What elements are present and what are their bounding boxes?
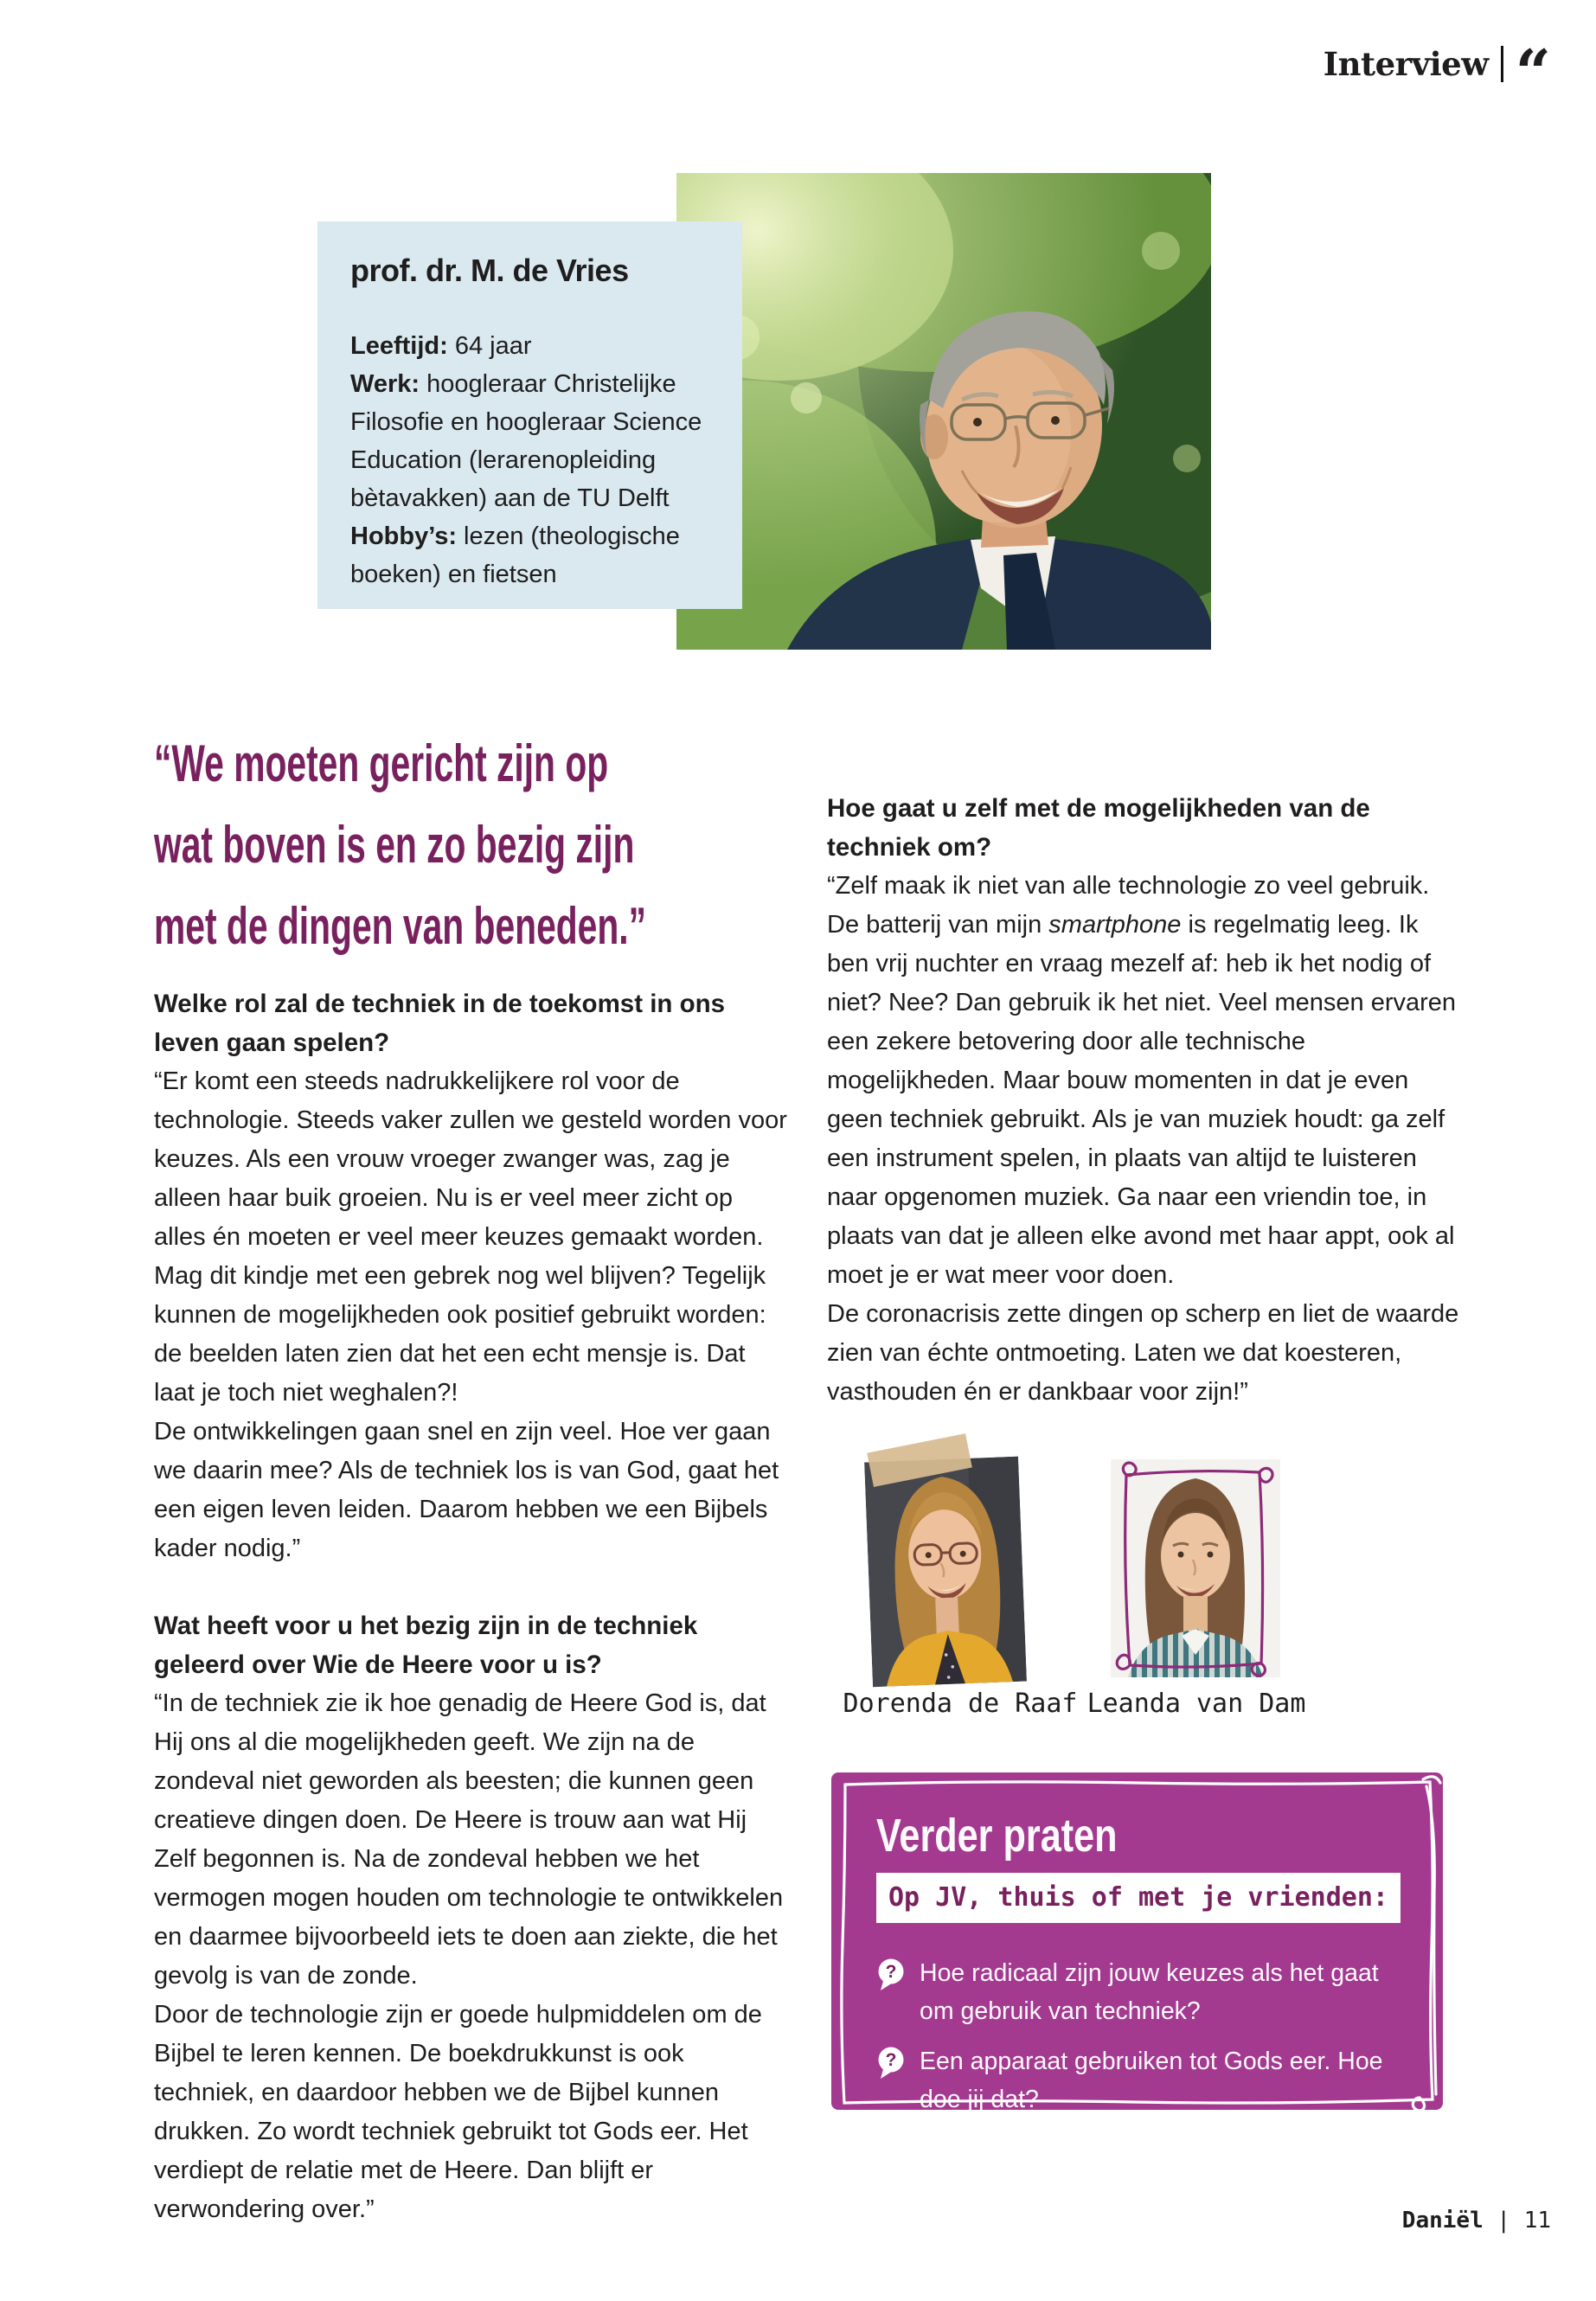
question-bubble-icon: [876, 2047, 906, 2080]
discussion-box-title: Verder praten: [876, 1810, 1118, 1862]
interviewee-photo-art: [676, 173, 1211, 650]
discussion-question: [876, 2042, 1400, 2118]
article-right-column: [827, 789, 1465, 1412]
answer-text: is regelmatig leeg. Ik ben vrij nuchter en vraag mezelf af: heb ik het nodig of niet? Nee? Dan gebruik ik het niet. Veel mensen ervaren een zekere betovering door alle technische mogelijkheden. Maar bouw momenten in dat je even geen techniek gebruikt. Als je van muziek houdt: ga zelf een instrument spelen, in plaats van altijd te luisteren naar opgenomen muziek. Ga naar een vriendin toe, in plaats van dat je alleen elke avond met haar appt, ook al moet je er wat meer voor doen.: [827, 911, 1457, 1289]
double-quote-icon: “: [1515, 35, 1551, 109]
question-heading-1: Welke rol zal de techniek in de toekomst in ons leven gaan spelen?: [154, 990, 726, 1057]
answer-paragraph: De coronacrisis zette dingen op scherp en liet de waarde zien van échte ontmoeting. Laten we dat koesteren, vasthouden én er dankbaar voor zijn!”: [827, 1300, 1459, 1406]
section-title: Interview: [1323, 45, 1489, 83]
answer-paragraph: “In de techniek zie ik hoe genadig de Heere God is, dat Hij ons al die mogelijkheden geeft. We zijn na de zondeval niet geworden als beesten; die kunnen geen creatieve dingen doen. De Heere is trouw aan wat Hij Zelf begonnen is. Na de zondeval hebben we het vermogen mogen houden om technologie te ontwikkelen en daarmee bijvoorbeeld iets te doen aan ziekte, die het gevolg is van de zonde.: [154, 1689, 784, 1990]
interviewee-photo: [676, 173, 1211, 650]
question-heading-2: Wat heeft voor u het bezig zijn in de techniek geleerd over Wie de Heere voor u is?: [154, 1612, 698, 1679]
profile-name: prof. dr. M. de Vries: [350, 253, 629, 288]
discussion-question-text: Een apparaat gebruiken tot Gods eer. Hoe doe jij dat?: [920, 2048, 1383, 2113]
answer-paragraph: Door de technologie zijn er goede hulpmiddelen om de Bijbel te leren kennen. De boekdrukkunst is ook techniek, en daardoor hebben we de Bijbel kunnen drukken. Zo wordt techniek gebruikt tot Gods eer. Het verdiept de relatie met de Heere. Dan blijft er verwondering over.”: [154, 2001, 762, 2223]
profile-field-hobbies-label: Hobby’s:: [350, 522, 457, 550]
profile-field-age-label: Leeftijd:: [350, 332, 448, 360]
answer-paragraph: “Er komt een steeds nadrukkelijkere rol voor de technologie. Steeds vaker zullen we gesteld worden voor keuzes. Als een vrouw vroeger zwanger was, zag je alleen haar buik groeien. Nu is er veel meer zicht op alles én moeten er veel meer keuzes gemaakt worden. Mag dit kindje met een gebrek nog wel blijven? Tegelijk kunnen de mogelijkheden ook positief gebruikt worden: de beelden laten zien dat het een echt mensje is. Dat laat je toch niet weghalen?!: [154, 1067, 787, 1407]
profile-field-age-value: 64 jaar: [454, 332, 532, 360]
discussion-box-subtitle: Op JV, thuis of met je vrienden:: [876, 1873, 1401, 1923]
editor-name-dorenda: Dorenda de Raaf: [843, 1689, 1078, 1719]
profile-field-hobbies-value: lezen (theologische boeken) en fietsen: [350, 522, 680, 588]
discussion-question-text: Hoe radicaal zijn jouw keuzes als het gaat om gebruik van techniek?: [920, 1959, 1379, 2025]
answer-text-italic: smartphone: [1048, 911, 1182, 939]
answer-paragraph: De ontwikkelingen gaan snel en zijn veel. Hoe ver gaan we daarin mee? Als de techniek los is van God, gaat het een eigen leven leiden. Daarom hebben we een Bijbels kader nodig.”: [154, 1418, 779, 1562]
question-mark-glyph: ?: [885, 2050, 897, 2070]
pull-quote-line: met de dingen van beneden.”: [154, 897, 647, 955]
question-heading-3: Hoe gaat u zelf met de mogelijkheden van de techniek om?: [827, 794, 1370, 862]
pull-quote-line: “We moeten gericht zijn op: [154, 734, 609, 792]
discussion-box: [831, 1772, 1443, 2113]
pull-quote-line: wat boven is en zo bezig zijn: [154, 816, 635, 874]
editor-photo-leanda: [1111, 1459, 1280, 1677]
page-footer: [1402, 2208, 1551, 2234]
page-header: [1323, 35, 1551, 109]
magazine-name: Daniël: [1401, 2208, 1484, 2234]
profile-field-age: [350, 327, 709, 365]
footer-divider: |: [1483, 2208, 1524, 2234]
pull-quote: [154, 723, 660, 967]
profile-field-work-value: hoogleraar Christelijke Filosofie en hoogleraar Science Education (lerarenopleiding bètavakken) aan de TU Delft: [350, 370, 702, 512]
header-divider: [1501, 46, 1503, 82]
question-mark-glyph: ?: [885, 1962, 897, 1982]
profile-card: [317, 221, 742, 609]
profile-field-work-label: Werk:: [350, 370, 420, 398]
question-bubble-icon: [876, 1958, 906, 1991]
editor-photo-leanda-art: [1111, 1459, 1280, 1677]
editor-photo-dorenda-art: [864, 1457, 1027, 1688]
editor-name-leanda: Leanda van Dam: [1086, 1689, 1306, 1719]
profile-field-hobbies: [350, 517, 709, 593]
answer-paragraph: [827, 867, 1465, 1295]
article-left-column: [154, 984, 790, 2229]
page-number: 11: [1523, 2208, 1551, 2234]
editor-photo-dorenda: [864, 1457, 1027, 1688]
profile-field-work: [350, 365, 709, 517]
discussion-question: [876, 1954, 1400, 2030]
answer-text: “Zelf maak ik niet van alle technologie zo veel gebruik. De batterij van mijn: [827, 872, 1430, 939]
